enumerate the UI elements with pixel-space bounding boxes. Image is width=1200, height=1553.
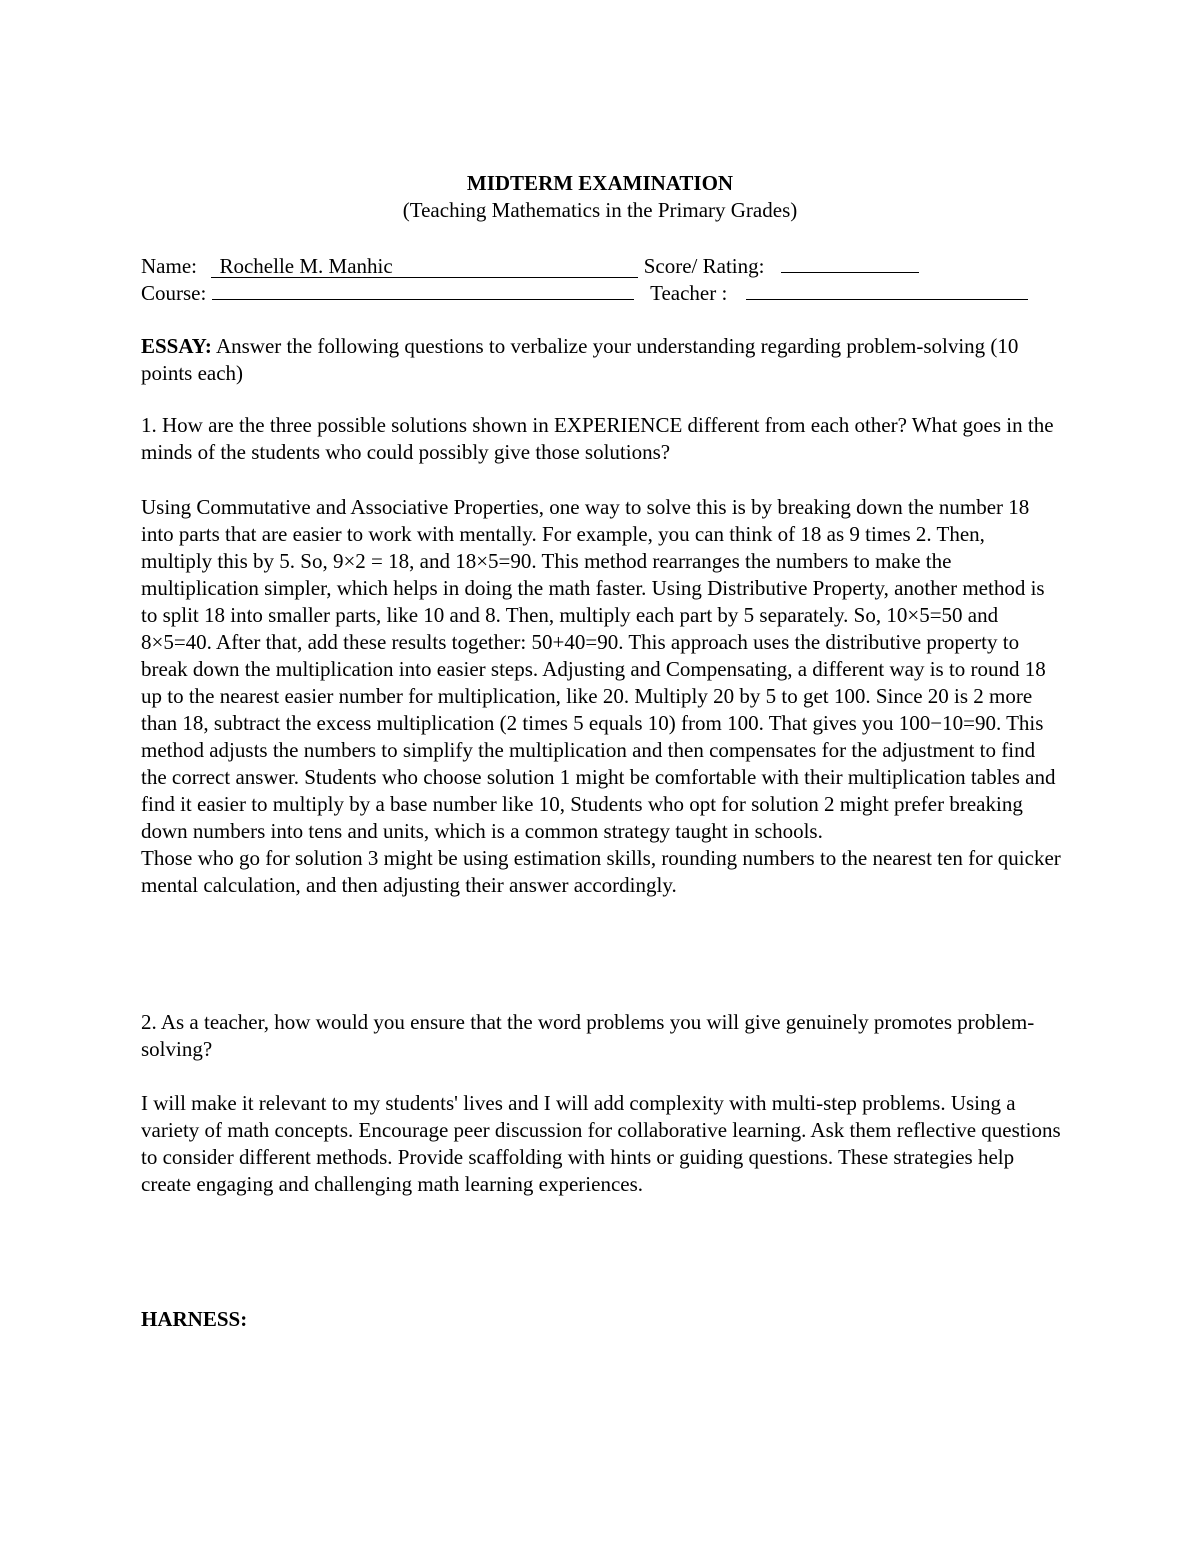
- page-subtitle: (Teaching Mathematics in the Primary Grades): [402, 198, 798, 222]
- score-field[interactable]: [781, 251, 919, 273]
- score-label: Score/ Rating:: [643, 254, 765, 278]
- answer-2: I will make it relevant to my students' lives and I will add complexity with multi-step problems. Using a variety of math concepts. Encourage peer discussion for collaborative learning. Ask them reflective questions to consider different methods. Provide scaffolding with hints or guiding questions. These strategies help create engaging and challenging math learning experiences.: [141, 1091, 1061, 1196]
- course-field[interactable]: [212, 278, 634, 300]
- essay-instructions-text: Answer the following questions to verbalize your understanding regarding problem-solving (10 points each): [141, 334, 1019, 385]
- question-2: 2. As a teacher, how would you ensure that the word problems you will give genuinely promotes problem-solving?: [141, 1010, 1035, 1061]
- answer-1: [141, 494, 1061, 899]
- name-score-row: [141, 251, 919, 280]
- name-label: Name:: [141, 254, 197, 278]
- question-1: 1. How are the three possible solutions shown in EXPERIENCE different from each other? What goes in the minds of the students who could possibly give those solutions?: [141, 413, 1054, 464]
- essay-label: ESSAY:: [141, 334, 212, 358]
- course-teacher-row: [141, 278, 1028, 307]
- teacher-label: Teacher :: [650, 281, 728, 305]
- answer-1-paragraph-2: Those who go for solution 3 might be using estimation skills, rounding numbers to the nearest ten for quicker mental calculation, and then adjusting their answer accordingly.: [141, 846, 1061, 897]
- harness-heading: HARNESS:: [141, 1307, 248, 1331]
- name-field[interactable]: Rochelle M. Manhic: [211, 255, 638, 278]
- teacher-field[interactable]: [746, 278, 1028, 300]
- answer-1-paragraph-1: Using Commutative and Associative Properties, one way to solve this is by breaking down the number 18 into parts that are easier to work with mentally. For example, you can think of 18 as 9 times 2. Then, multiply this by 5. So, 9×2 = 18, and 18×5=90. This method rearranges the numbers to make the multiplication simpler, which helps in doing the math faster. Using Distributive Property, another method is to split 18 into smaller parts, like 10 and 8. Then, multiply each part by 5 separately. So, 10×5=50 and 8×5=40. After that, add these results together: 50+40=90. This approach uses the distributive property to break down the multiplication into easier steps. Adjusting and Compensating, a different way is to round 18 up to the nearest easier number for multiplication, like 20. Multiply 20 by 5 to get 100. Since 20 is 2 more than 18, subtract the excess multiplication (2 times 5 equals 10) from 100. That gives you 100−10=90. This method adjusts the numbers to simplify the multiplication and then compensates for the adjustment to find the correct answer. Students who choose solution 1 might be comfortable with their multiplication tables and find it easier to multiply by a base number like 10, Students who opt for solution 2 might prefer breaking down numbers into tens and units, which is a common strategy taught in schools.: [141, 495, 1056, 843]
- page-title: MIDTERM EXAMINATION: [466, 171, 734, 195]
- essay-instructions: [141, 333, 1061, 387]
- course-label: Course:: [141, 281, 207, 305]
